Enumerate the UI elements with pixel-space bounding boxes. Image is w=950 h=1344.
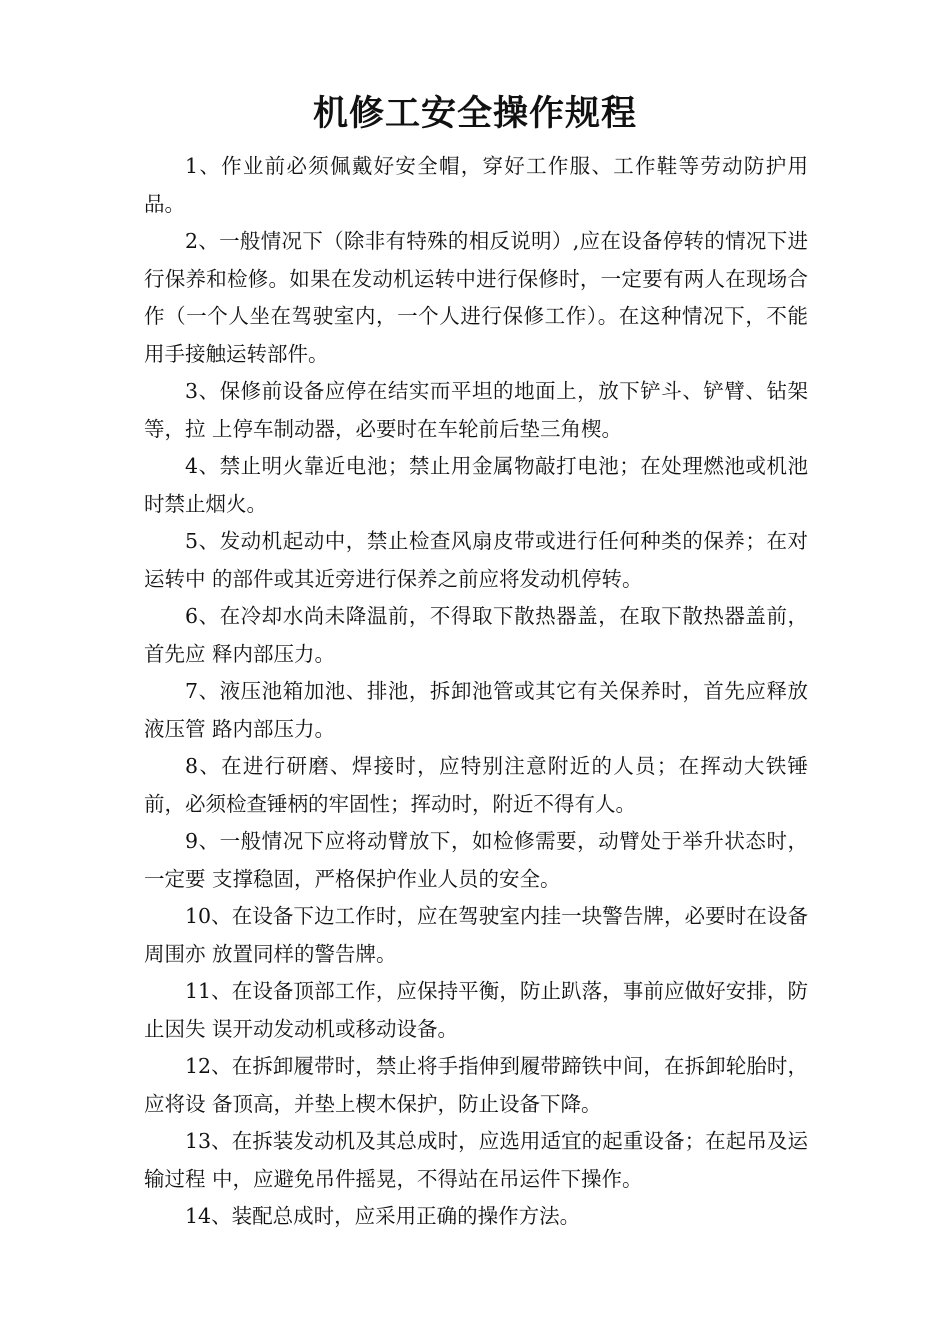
rule-item-14: 14、装配总成时，应采用正确的操作方法。 (185, 1204, 581, 1228)
rule-item-3: 3、保修前设备应停在结实而平坦的地面上，放下铲斗、铲臂、钻架等，拉 上停车制动器，必要时在车轮前后垫三角楔。 (144, 379, 808, 441)
rule-item-13: 13、在拆装发动机及其总成时，应选用适宜的起重设备；在起吊及运输过程 中，应避免吊件摇晃，不得站在吊运件下操作。 (144, 1129, 808, 1191)
rule-item-5: 5、发动机起动中，禁止检查风扇皮带或进行任何种类的保养；在对运转中 的部件或其近旁进行保养之前应将发动机停转。 (144, 529, 808, 591)
rule-item-4: 4、禁止明火靠近电池；禁止用金属物敲打电池；在处理燃池或机池时禁止烟火。 (144, 454, 808, 516)
rule-item-12: 12、在拆卸履带时，禁止将手指伸到履带蹄铁中间，在拆卸轮胎时，应将设 备顶高，并垫上楔木保护，防止设备下降。 (144, 1054, 808, 1116)
rule-item-9: 9、一般情况下应将动臂放下，如检修需要，动臂处于举升状态时，一定要 支撑稳固，严格保护作业人员的安全。 (144, 829, 808, 891)
document-body (144, 148, 808, 1236)
rule-item-10: 10、在设备下边工作时，应在驾驶室内挂一块警告牌，必要时在设备周围亦 放置同样的警告牌。 (144, 904, 808, 966)
rule-item-6: 6、在冷却水尚未降温前，不得取下散热器盖，在取下散热器盖前，首先应 释内部压力。 (144, 604, 808, 666)
rule-item-7: 7、液压池箱加池、排池，拆卸池管或其它有关保养时，首先应释放液压管 路内部压力。 (144, 679, 808, 741)
rule-item-1: 1、作业前必须佩戴好安全帽，穿好工作服、工作鞋等劳动防护用品。 (144, 154, 808, 216)
rule-item-8: 8、在进行研磨、焊接时，应特别注意附近的人员；在挥动大铁锤前，必须检查锤柄的牢固性；挥动时，附近不得有人。 (144, 754, 808, 816)
rule-item-11: 11、在设备顶部工作，应保持平衡，防止趴落，事前应做好安排，防止因失 误开动发动机或移动设备。 (144, 979, 808, 1041)
document-title: 机修工安全操作规程 (312, 94, 637, 134)
rule-item-2: 2、一般情况下（除非有特殊的相反说明）,应在设备停转的情况下进行保养和检修。如果在发动机运转中进行保修时，一定要有两人在现场合作（一个人坐在驾驶室内，一个人进行保修工作）。在这种情况下，不能用手接触运转部件。 (144, 229, 808, 366)
